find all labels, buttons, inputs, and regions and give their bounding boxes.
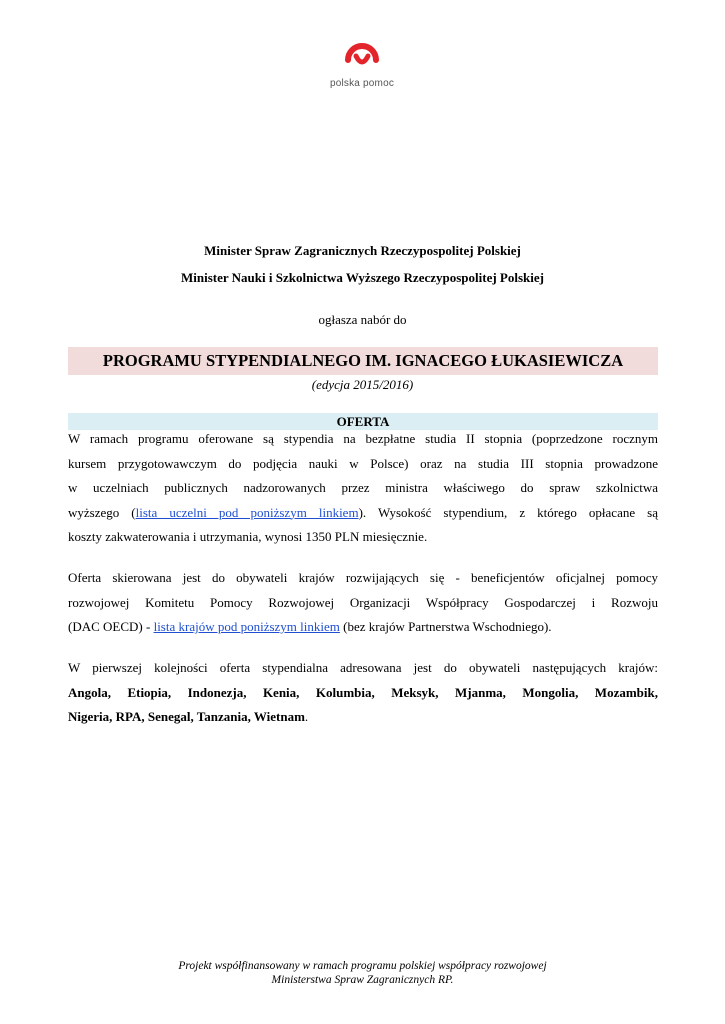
p1-line-4-start: wyższego ( bbox=[68, 504, 136, 520]
header-line-1: Minister Spraw Zagranicznych Rzeczypospolitej Polskiej bbox=[204, 243, 521, 258]
footer-line-2: Ministerstwa Spraw Zagranicznych RP. bbox=[271, 974, 454, 986]
offer-paragraph-3 bbox=[68, 656, 658, 730]
offer-paragraph-1 bbox=[68, 427, 658, 550]
program-title: PROGRAMU STYPENDIALNEGO IM. IGNACEGO ŁUKASIEWICZA bbox=[102, 351, 624, 370]
announce-text: ogłasza nabór do bbox=[318, 312, 407, 327]
universities-list-link[interactable]: lista uczelni pod poniższym linkiem bbox=[135, 504, 359, 520]
p2-line-2: rozwojowej Komitetu Pomocy Rozwojowej Organizacji Współpracy Gospodarczej i Rozwoju bbox=[68, 594, 658, 610]
p3-line-3 bbox=[68, 705, 658, 730]
p2-line-3 bbox=[68, 615, 658, 640]
footer-line-1: Projekt współfinansowany w ramach programu polskiej współpracy rozwojowej bbox=[178, 960, 547, 972]
footer-note bbox=[0, 959, 725, 987]
offer-heading: OFERTA bbox=[336, 414, 390, 429]
p1-line-5: koszty zakwaterowania i utrzymania, wynosi 1350 PLN miesięcznie. bbox=[68, 529, 428, 544]
p2-line-3-start: (DAC OECD) - bbox=[68, 619, 154, 634]
p1-line-4-end: ). Wysokość stypendium, z którego opłacane są bbox=[358, 504, 658, 520]
p3-line-1: W pierwszej kolejności oferta stypendialna adresowana jest do obywateli następujących krajów: bbox=[68, 660, 658, 675]
offer-paragraph-2 bbox=[68, 566, 658, 640]
program-title-banner bbox=[68, 347, 658, 375]
program-edition: (edycja 2015/2016) bbox=[311, 377, 414, 392]
p2-line-1: Oferta skierowana jest do obywateli krajów rozwijających się - beneficjentów oficjalnej pomocy bbox=[68, 570, 658, 585]
p3-line-2-countries: Angola, Etiopia, Indonezja, Kenia, Kolumbia, Meksyk, Mjanma, Mongolia, Mozambik, bbox=[68, 684, 658, 700]
p1-line-4 bbox=[68, 501, 658, 526]
countries-list-link[interactable]: lista krajów pod poniższym linkiem bbox=[153, 619, 340, 634]
p3-line-3-countries: Nigeria, RPA, Senegal, Tanzania, Wietnam bbox=[68, 709, 305, 724]
polska-pomoc-logo bbox=[322, 40, 402, 100]
p1-line-2: kursem przygotowawczym do podjęcia nauki w Polsce) oraz na studia III stopnia prowadzone bbox=[68, 455, 658, 471]
header-line-2: Minister Nauki i Szkolnictwa Wyższego Rzeczypospolitej Polskiej bbox=[180, 270, 544, 285]
polska-pomoc-logo-icon bbox=[342, 40, 382, 76]
logo-text: polska pomoc bbox=[329, 78, 395, 89]
p2-line-3-end: (bez krajów Partnerstwa Wschodniego). bbox=[339, 619, 552, 634]
p3-line-3-end: . bbox=[304, 709, 309, 724]
p1-line-1: W ramach programu oferowane są stypendia na bezpłatne studia II stopnia (poprzedzone rocznym bbox=[68, 431, 658, 446]
p1-line-3: w uczelniach publicznych nadzorowanych przez ministra właściwego do spraw szkolnictwa bbox=[68, 480, 658, 495]
